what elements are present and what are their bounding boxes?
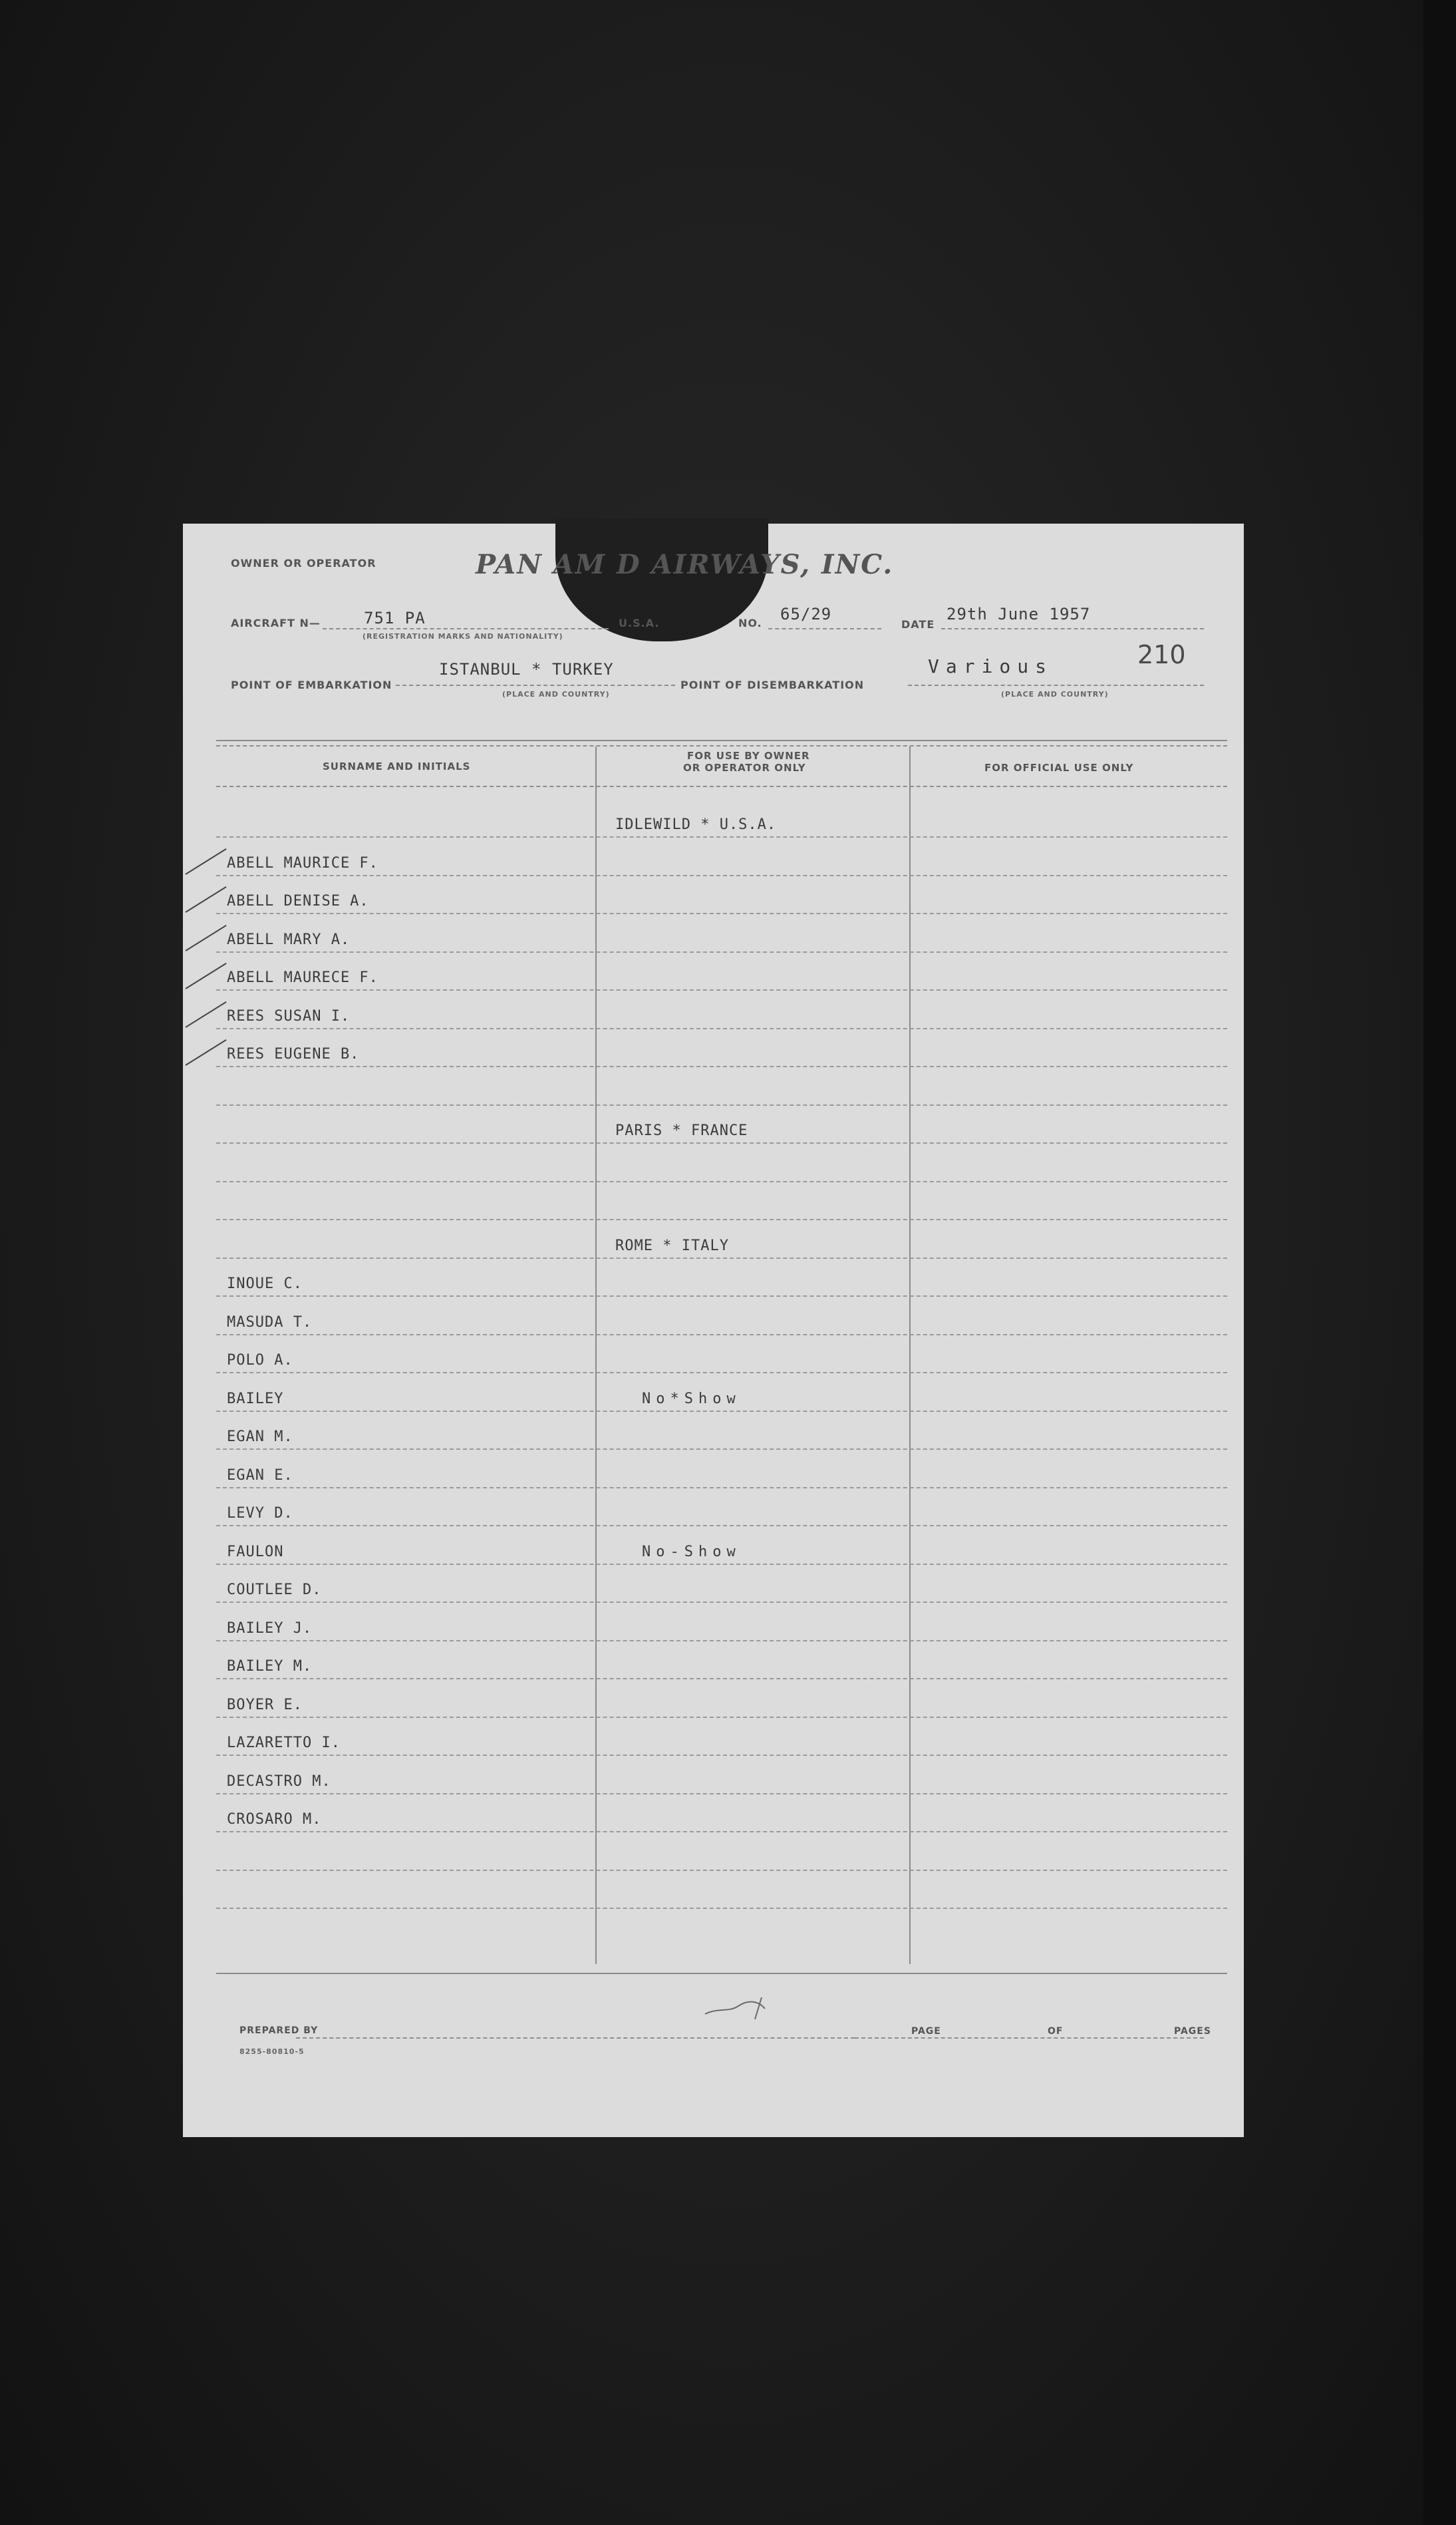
owner-note: IDLEWILD * U.S.A. (615, 816, 777, 833)
row-rule (216, 1372, 1227, 1373)
row-rule (216, 1678, 1227, 1679)
row-rule (216, 1831, 1227, 1832)
row-rule (216, 913, 1227, 914)
table-top-rule-2 (216, 745, 1227, 747)
check-mark (185, 1039, 226, 1066)
row-rule (216, 875, 1227, 876)
passenger-name: ABELL MAURECE F. (227, 969, 378, 986)
owner-note: ROME * ITALY (615, 1237, 729, 1254)
check-mark (185, 963, 226, 989)
check-mark (185, 1001, 226, 1027)
check-mark (185, 924, 226, 951)
col-divider-1 (595, 747, 597, 1964)
passenger-name: REES EUGENE B. (227, 1046, 360, 1063)
usa-label: U.S.A. (619, 617, 660, 629)
disembark-label: POINT OF DISEMBARKATION (680, 679, 865, 691)
form-code: 8255-80810-5 (239, 2047, 305, 2056)
owner-note: No*Show (642, 1390, 741, 1407)
date-rule (941, 628, 1204, 629)
table-bottom-rule (216, 1973, 1227, 1974)
page-label: PAGE (911, 2026, 941, 2037)
flight-rule (768, 628, 881, 629)
row-rule (216, 1104, 1227, 1106)
owner-note: No-Show (642, 1543, 741, 1560)
passenger-name: MASUDA T. (227, 1313, 313, 1331)
passenger-name: BAILEY M. (227, 1658, 313, 1675)
page-number: 210 (1137, 640, 1186, 669)
passenger-name: CROSARO M. (227, 1811, 322, 1828)
signature-scribble (702, 1994, 775, 2021)
col-divider-2 (909, 747, 911, 1964)
operator-name: PAN AM D AIRWAYS, INC. (476, 549, 894, 580)
prepared-label: PREPARED BY (239, 2025, 319, 2036)
disembark-sub: (PLACE AND COUNTRY) (1001, 690, 1109, 699)
row-rule (216, 1448, 1227, 1450)
passenger-name: LAZARETTO I. (227, 1735, 341, 1751)
header-bottom-rule (216, 786, 1227, 787)
passenger-name: LEVY D. (227, 1505, 293, 1522)
aircraft-sub: (REGISTRATION MARKS AND NATIONALITY) (363, 632, 563, 641)
aircraft-rule (323, 628, 609, 629)
passenger-name: INOUE C. (227, 1275, 303, 1292)
row-rule (216, 989, 1227, 991)
row-rule (216, 1908, 1227, 1909)
row-rule (216, 1793, 1227, 1794)
passenger-name: BAILEY (227, 1390, 284, 1407)
passenger-name: POLO A. (227, 1352, 293, 1369)
table-top-rule (216, 740, 1227, 741)
row-rule (216, 1870, 1227, 1871)
embark-sub: (PLACE AND COUNTRY) (502, 690, 610, 699)
row-rule (216, 1258, 1227, 1259)
row-rule (216, 1066, 1227, 1067)
passenger-name: FAULON (227, 1543, 284, 1560)
disembark-rule (908, 685, 1204, 686)
row-rule (216, 1525, 1227, 1526)
passenger-name: ABELL DENISE A. (227, 893, 369, 910)
col-surname-head: SURNAME AND INITIALS (323, 760, 471, 772)
date-label: DATE (901, 618, 935, 631)
row-rule (216, 1028, 1227, 1029)
row-rule (216, 1334, 1227, 1335)
prepared-rule (296, 2037, 855, 2039)
no-label: NO. (738, 617, 762, 629)
disembark-value: Various (928, 655, 1054, 677)
passenger-name: COUTLEE D. (227, 1582, 322, 1598)
pages-label: PAGES (1174, 2026, 1211, 2037)
row-rule (216, 1295, 1227, 1297)
aircraft-label: AIRCRAFT N— (231, 617, 321, 629)
row-rule (216, 1717, 1227, 1718)
row-rule (216, 1640, 1227, 1641)
passenger-name: EGAN E. (227, 1466, 293, 1484)
row-rule (216, 1142, 1227, 1144)
date-value: 29th June 1957 (946, 605, 1091, 623)
embark-label: POINT OF EMBARKATION (231, 679, 392, 691)
row-rule (216, 1181, 1227, 1182)
row-rule (216, 1487, 1227, 1488)
col-owner-head-1: FOR USE BY OWNER (687, 750, 810, 762)
embark-rule (396, 685, 675, 686)
of-label: OF (1048, 2026, 1064, 2037)
col-official-head: FOR OFFICIAL USE ONLY (984, 762, 1134, 774)
passenger-name: DECASTRO M. (227, 1772, 331, 1790)
passenger-manifest-form (183, 524, 1244, 2137)
row-rule (216, 1564, 1227, 1565)
row-rule (216, 836, 1227, 838)
passenger-name: BOYER E. (227, 1696, 303, 1713)
row-rule (216, 1411, 1227, 1412)
page-rule (855, 2037, 1204, 2039)
aircraft-value: 751 PA (364, 609, 426, 627)
scan-edge-strip (1423, 0, 1456, 2525)
col-owner-head-2: OR OPERATOR ONLY (683, 762, 806, 774)
row-rule (216, 1601, 1227, 1603)
passenger-name: BAILEY J. (227, 1619, 313, 1637)
check-mark (185, 886, 226, 913)
owner-note: PARIS * FRANCE (615, 1122, 748, 1139)
check-mark (185, 848, 226, 874)
passenger-name: ABELL MARY A. (227, 931, 351, 948)
flight-number: 65/29 (780, 605, 832, 623)
row-rule (216, 951, 1227, 953)
passenger-name: EGAN M. (227, 1429, 293, 1445)
embark-value: ISTANBUL * TURKEY (439, 660, 614, 679)
passenger-name: ABELL MAURICE F. (227, 854, 378, 872)
row-rule (216, 1755, 1227, 1756)
owner-label: OWNER OR OPERATOR (231, 557, 376, 570)
row-rule (216, 1219, 1227, 1220)
passenger-name: REES SUSAN I. (227, 1007, 351, 1025)
